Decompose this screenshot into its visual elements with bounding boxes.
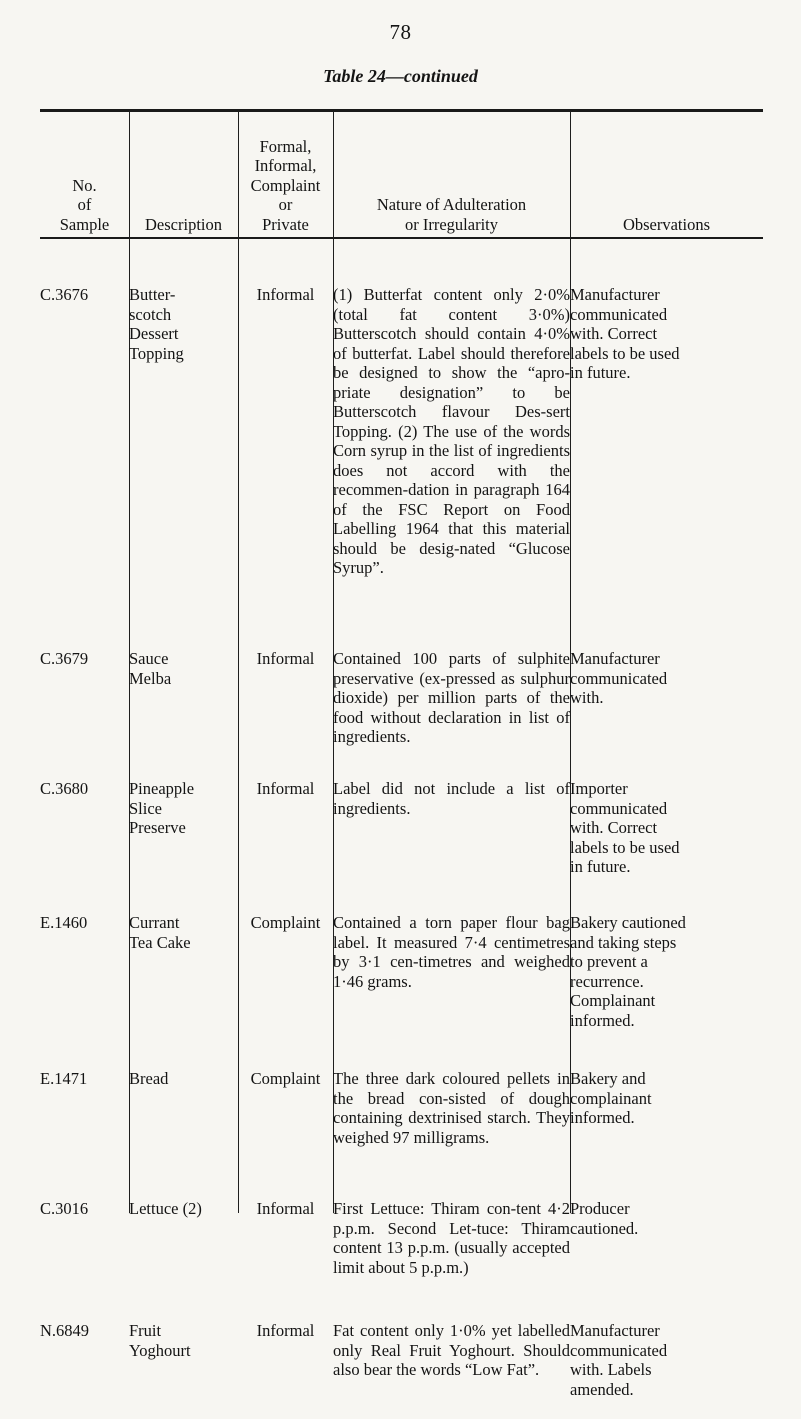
- header-line: or Irregularity: [405, 214, 498, 234]
- sample-number-cell: E.1471: [40, 1069, 88, 1088]
- observation-line: with. Correct: [570, 324, 658, 343]
- observation-line: cautioned.: [570, 1218, 639, 1238]
- table-row: [40, 285, 763, 649]
- header-line: or: [278, 195, 293, 214]
- observations-cell: [570, 285, 763, 649]
- table-row: [40, 1069, 763, 1199]
- observation-line: and taking steps: [570, 932, 677, 952]
- table-row: [40, 649, 763, 779]
- sample-number-cell: N.6849: [40, 1321, 90, 1340]
- description-cell: [129, 649, 238, 779]
- observation-line: communicated: [570, 1340, 668, 1360]
- table-row: [40, 913, 763, 1069]
- observation-line: labels to be used: [570, 343, 680, 363]
- observation-line: communicated: [570, 668, 668, 688]
- nature-cell: First Lettuce: Thiram con-tent 4·2 p.p.m. Second Let-tuce: Thiram content 13 p.p.m. (usually accepted limit about 5 p.p.m.): [333, 1199, 570, 1277]
- sample-type-cell: Informal: [256, 285, 315, 304]
- header-description: [129, 112, 238, 285]
- sample-number-cell: C.3680: [40, 779, 89, 798]
- sample-type-cell: Complaint: [250, 913, 321, 932]
- nature-cell: Contained 100 parts of sulphite preservative (ex-pressed as sulphur dioxide) per million parts of the food without declaration in list of ingredients.: [333, 649, 570, 746]
- table-row: [40, 779, 763, 913]
- description-cell: [129, 779, 238, 913]
- description-line: Butter-: [129, 285, 176, 304]
- observation-line: Producer: [570, 1199, 630, 1218]
- observation-line: informed.: [570, 1108, 635, 1127]
- sample-type-cell: Informal: [256, 779, 315, 798]
- header-line: Sample: [59, 214, 110, 234]
- description-line: Sauce: [129, 649, 169, 668]
- observation-line: complainant: [570, 1088, 652, 1108]
- observation-line: Manufacturer: [570, 649, 660, 668]
- observations-cell: [570, 1069, 763, 1199]
- description-line: Tea Cake: [129, 932, 191, 952]
- header-sample-type: [238, 112, 333, 285]
- sample-number-cell: C.3679: [40, 649, 89, 668]
- description-line: Slice: [129, 798, 162, 818]
- description-line: Topping: [129, 343, 184, 363]
- observations-cell: [570, 1199, 763, 1321]
- description-line: scotch: [129, 304, 172, 324]
- sample-number-cell: C.3676: [40, 285, 89, 304]
- header-sample-no: [40, 112, 129, 285]
- nature-cell: The three dark coloured pellets in the bread con-sisted of dough containing dextrinised starch. They weighed 97 milligrams.: [333, 1069, 570, 1147]
- description-line: Yoghourt: [129, 1340, 191, 1360]
- observation-line: with. Correct: [570, 818, 658, 837]
- table-row: [40, 1199, 763, 1321]
- sample-type-cell: Informal: [256, 649, 315, 668]
- description-cell: [129, 1321, 238, 1419]
- sample-type-cell: Informal: [256, 1321, 315, 1340]
- observations-cell: [570, 1321, 763, 1419]
- description-line: Melba: [129, 668, 172, 688]
- observations-cell: [570, 649, 763, 779]
- description-line: Lettuce (2): [129, 1199, 202, 1218]
- description-line: Preserve: [129, 818, 186, 837]
- observation-line: recurrence.: [570, 971, 644, 991]
- description-cell: [129, 913, 238, 1069]
- observation-line: with. Labels: [570, 1360, 652, 1379]
- observations-cell: [570, 913, 763, 1069]
- description-line: Pineapple: [129, 779, 195, 798]
- description-cell: [129, 285, 238, 649]
- observation-line: in future.: [570, 857, 631, 876]
- table-header: [40, 112, 763, 285]
- observation-line: Bakery cautioned: [570, 913, 686, 932]
- description-cell: [129, 1069, 238, 1199]
- description-line: Fruit: [129, 1321, 162, 1340]
- observation-line: communicated: [570, 798, 668, 818]
- table-body: [40, 285, 763, 1419]
- header-line: Observations: [622, 214, 711, 234]
- sample-number-cell: E.1460: [40, 913, 88, 932]
- nature-cell: Fat content only 1·0% yet labelled only Real Fruit Yoghourt. Should also bear the words “Low Fat”.: [333, 1321, 570, 1379]
- sample-number-cell: C.3016: [40, 1199, 89, 1218]
- header-line: of: [77, 195, 92, 214]
- description-line: Bread: [129, 1069, 169, 1088]
- header-line: Formal,: [259, 136, 312, 156]
- observation-line: in future.: [570, 363, 631, 382]
- observation-line: Bakery and: [570, 1069, 646, 1088]
- observations-cell: [570, 779, 763, 913]
- nature-cell: (1) Butterfat content only 2·0% (total fat content 3·0%) Butterscotch should contain 4·0% of butterfat. Label should therefore be designed to show the “apro-priate designation” to be Butterscotch flavour Des-sert Topping. (2) The use of the words Corn syrup in the list of ingredients does not accord with the recommen-dation in paragraph 164 of the FSC Report on Food Labelling 1964 that this material should be desig-nated “Glucose Syrup”.: [333, 285, 570, 577]
- header-line: Nature of Adulteration: [376, 195, 527, 214]
- table-caption: Table 24—continued: [323, 66, 478, 86]
- observation-line: amended.: [570, 1379, 634, 1399]
- header-line: Informal,: [254, 156, 317, 175]
- observation-line: Importer: [570, 779, 628, 798]
- observation-line: communicated: [570, 304, 668, 324]
- description-cell: [129, 1199, 238, 1321]
- observation-line: with.: [570, 688, 604, 707]
- observation-line: Complainant: [570, 991, 656, 1010]
- header-line: Complaint: [250, 175, 321, 195]
- header-nature: [333, 112, 570, 285]
- header-line: No.: [72, 175, 97, 195]
- observation-line: Manufacturer: [570, 1321, 660, 1340]
- nature-cell: Label did not include a list of ingredients.: [333, 779, 570, 818]
- observation-line: to prevent a: [570, 952, 648, 971]
- sample-type-cell: Complaint: [250, 1069, 321, 1088]
- description-line: Dessert: [129, 324, 179, 343]
- header-observations: [570, 112, 763, 285]
- nature-cell: Contained a torn paper flour bag label. It measured 7·4 centimetres by 3·1 cen-timetres and weighed 1·46 grams.: [333, 913, 570, 991]
- sample-type-cell: Informal: [256, 1199, 315, 1218]
- table-row: [40, 1321, 763, 1419]
- adulteration-table: [40, 112, 763, 1419]
- header-line: Description: [145, 214, 222, 234]
- observation-line: informed.: [570, 1010, 635, 1030]
- header-line: Private: [262, 214, 309, 234]
- observation-line: labels to be used: [570, 837, 680, 857]
- page-number: 78: [389, 20, 412, 44]
- description-line: Currant: [129, 913, 180, 932]
- observation-line: Manufacturer: [570, 285, 660, 304]
